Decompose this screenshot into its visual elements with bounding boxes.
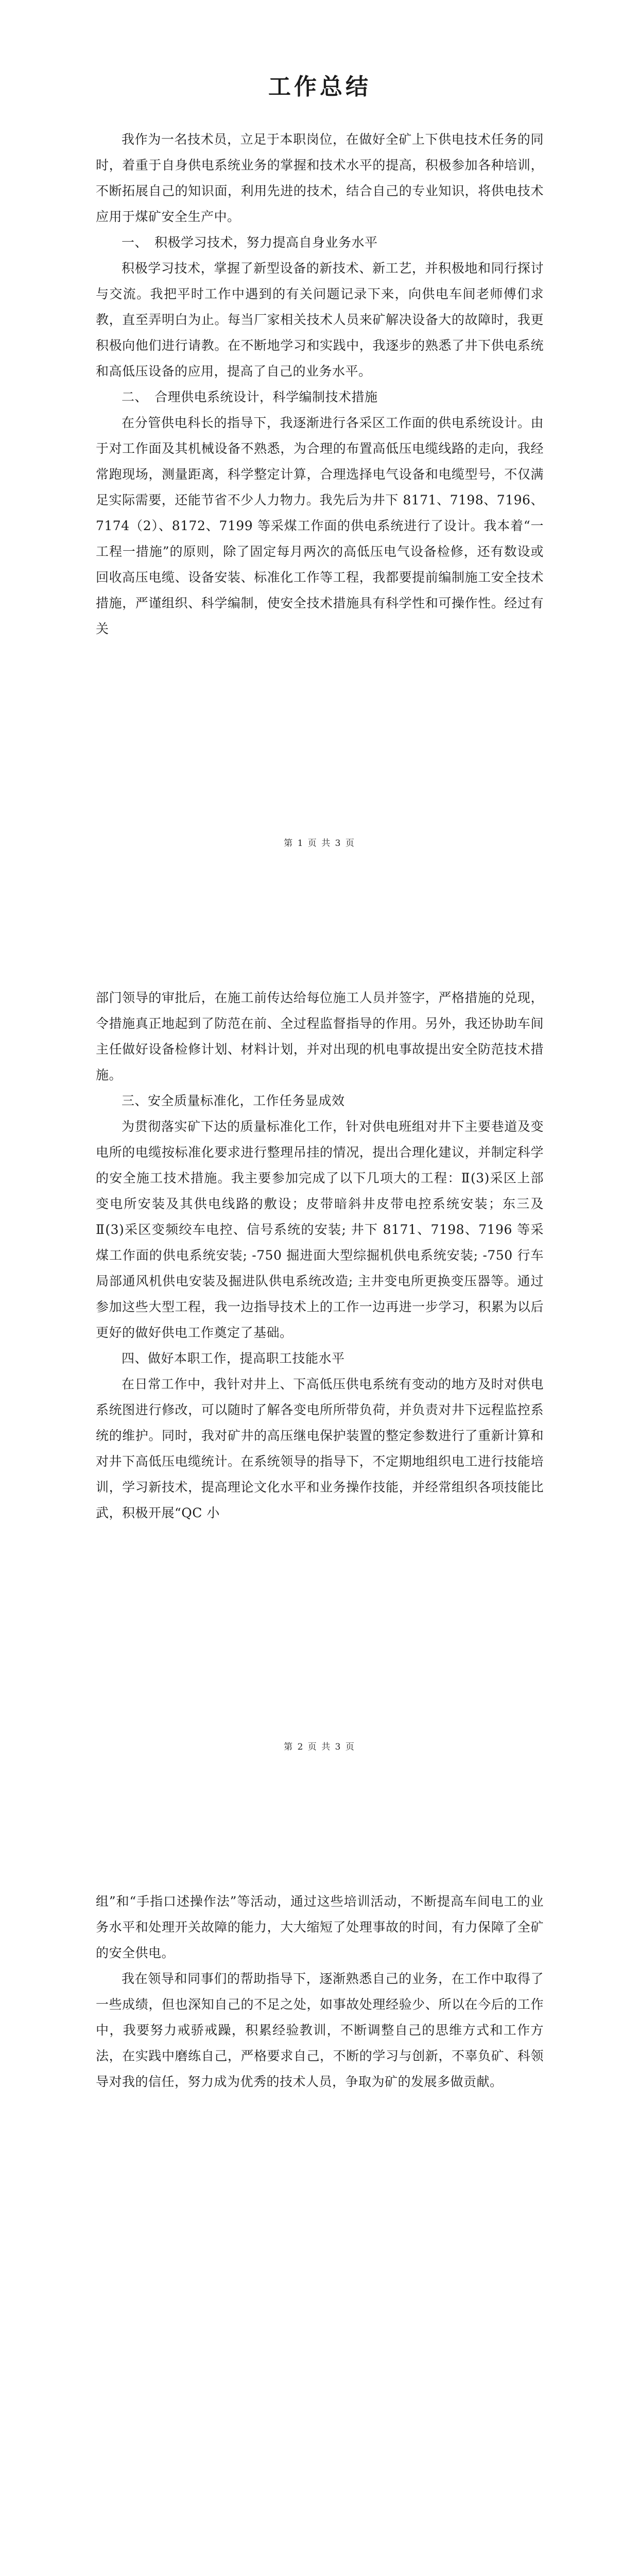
section-4-paragraph: 在日常工作中，我针对井上、下高低压供电系统有变动的地方及时对供电系统图进行修改，可以随时了解各变电所所带负荷，并负责对井下远程监控系统的维护。同时，我对矿井的高压继电保护装置的整定参数进行了重新计算和对井下高低压电缆统计。在系统领导的指导下，不定期地组织电工进行技能培训，学习新技术，提高理论文化水平和业务操作技能，并经常组织各项技能比武，积极开展“QC 小: [96, 1377, 544, 1520]
conclusion-paragraph: 我在领导和同事们的帮助指导下，逐渐熟悉自己的业务，在工作中取得了一些成绩，但也深知自己的不足之处，如事故处理经验少、所以在今后的工作中，我要努力戒骄戒躁，积累经验教训，不断调整自己的思维方式和工作方法，在实践中磨练自己，严格要求自己，不断的学习与创新，不辜负矿、科领导对我的信任，努力成为优秀的技术人员，争取为矿的发展多做贡献。: [96, 1971, 544, 2089]
section-2-continued-paragraph: 部门领导的审批后，在施工前传达给每位施工人员并签字，严格措施的兑现，令措施真正地起到了防范在前、全过程监督指导的作用。另外，我还协助车间主任做好设备检修计划、材料计划，并对出现的机电事故提出安全防范技术措施。: [96, 990, 544, 1082]
section-heading-2: 二、 合理供电系统设计，科学编制技术措施: [122, 389, 378, 404]
page-3-content: [96, 1889, 544, 2095]
document-title: 工作总结: [268, 74, 371, 100]
section-heading-1: 一、 积极学习技术，努力提高自身业务水平: [122, 234, 378, 250]
page-2-footer: 第 2 页 共 3 页: [284, 1742, 355, 1752]
section-4-continued-paragraph: 组”和“手指口述操作法”等活动，通过这些培训活动，不断提高车间电工的业务水平和处理开关故障的能力，大大缩短了处理事故的时间，有力保障了全矿的安全供电。: [96, 1894, 544, 1960]
page-2: [0, 904, 639, 1780]
page-3: [0, 1807, 639, 2576]
page-1-content: [96, 74, 544, 642]
section-heading-3: 三、安全质量标准化，工作任务显成效: [122, 1093, 345, 1108]
intro-paragraph: 我作为一名技术员，立足于本职岗位，在做好全矿上下供电技术任务的同时，着重于自身供电系统业务的掌握和技术水平的提高，积极参加各种培训，不断拓展自己的知识面，利用先进的技术，结合自己的专业知识，将供电技术应用于煤矿安全生产中。: [96, 131, 544, 224]
page-2-content: [96, 985, 544, 1526]
section-heading-4: 四、做好本职工作，提高职工技能水平: [122, 1351, 345, 1366]
section-1-paragraph: 积极学习技术，掌握了新型设备的新技术、新工艺，并积极地和同行探讨与交流。我把平时工作中遇到的有关问题记录下来，向供电车间老师傅们求教，直至弄明白为止。每当厂家相关技术人员来矿解决设备大的故障时，我更积极向他们进行请教。在不断地学习和实践中，我逐步的熟悉了井下供电系统和高低压设备的应用，提高了自己的业务水平。: [96, 260, 544, 379]
section-2-paragraph: 在分管供电科长的指导下，我逐渐进行各采区工作面的供电系统设计。由于对工作面及其机械设备不熟悉，为合理的布置高低压电缆线路的走向，我经常跑现场，测量距离，科学整定计算，合理选择电气设备和电缆型号，不仅满足实际需要，还能节省不少人力物力。我先后为井下 8171、7198、7196、7174（2）、8172、7199 等采煤工作面的供电系统进行了设计。我本着“一工程一措施”的原则，除了固定每月两次的高低压电气设备检修，还有数设或回收高压电缆、设备安装、标准化工作等工程，我都要提前编制施工安全技术措施，严谨组织、科学编制，使安全技术措施具有科学性和可操作性。经过有关: [96, 415, 544, 636]
page-1: [0, 0, 639, 876]
section-3-paragraph: 为贯彻落实矿下达的质量标准化工作，针对供电班组对井下主要巷道及变电所的电缆按标准化要求进行整理吊挂的情况，提出合理化建议，并制定科学的安全施工技术措施。我主要参加完成了以下几项大的工程：Ⅱ(3)采区上部变电所安装及其供电线路的敷设；皮带暗斜井皮带电控系统安装；东三及Ⅱ(3)采区变频绞车电控、信号系统的安装; 井下 8171、7198、7196 等采煤工作面的供电系统安装; -750 掘进面大型综掘机供电系统安装; -750 行车局部通风机供电安装及掘进队供电系统改造; 主井变电所更换变压器等。通过参加这些大型工程，我一边指导技术上的工作一边再进一步学习，积累为以后更好的做好供电工作奠定了基础。: [96, 1119, 544, 1340]
page-1-footer: 第 1 页 共 3 页: [284, 838, 355, 849]
